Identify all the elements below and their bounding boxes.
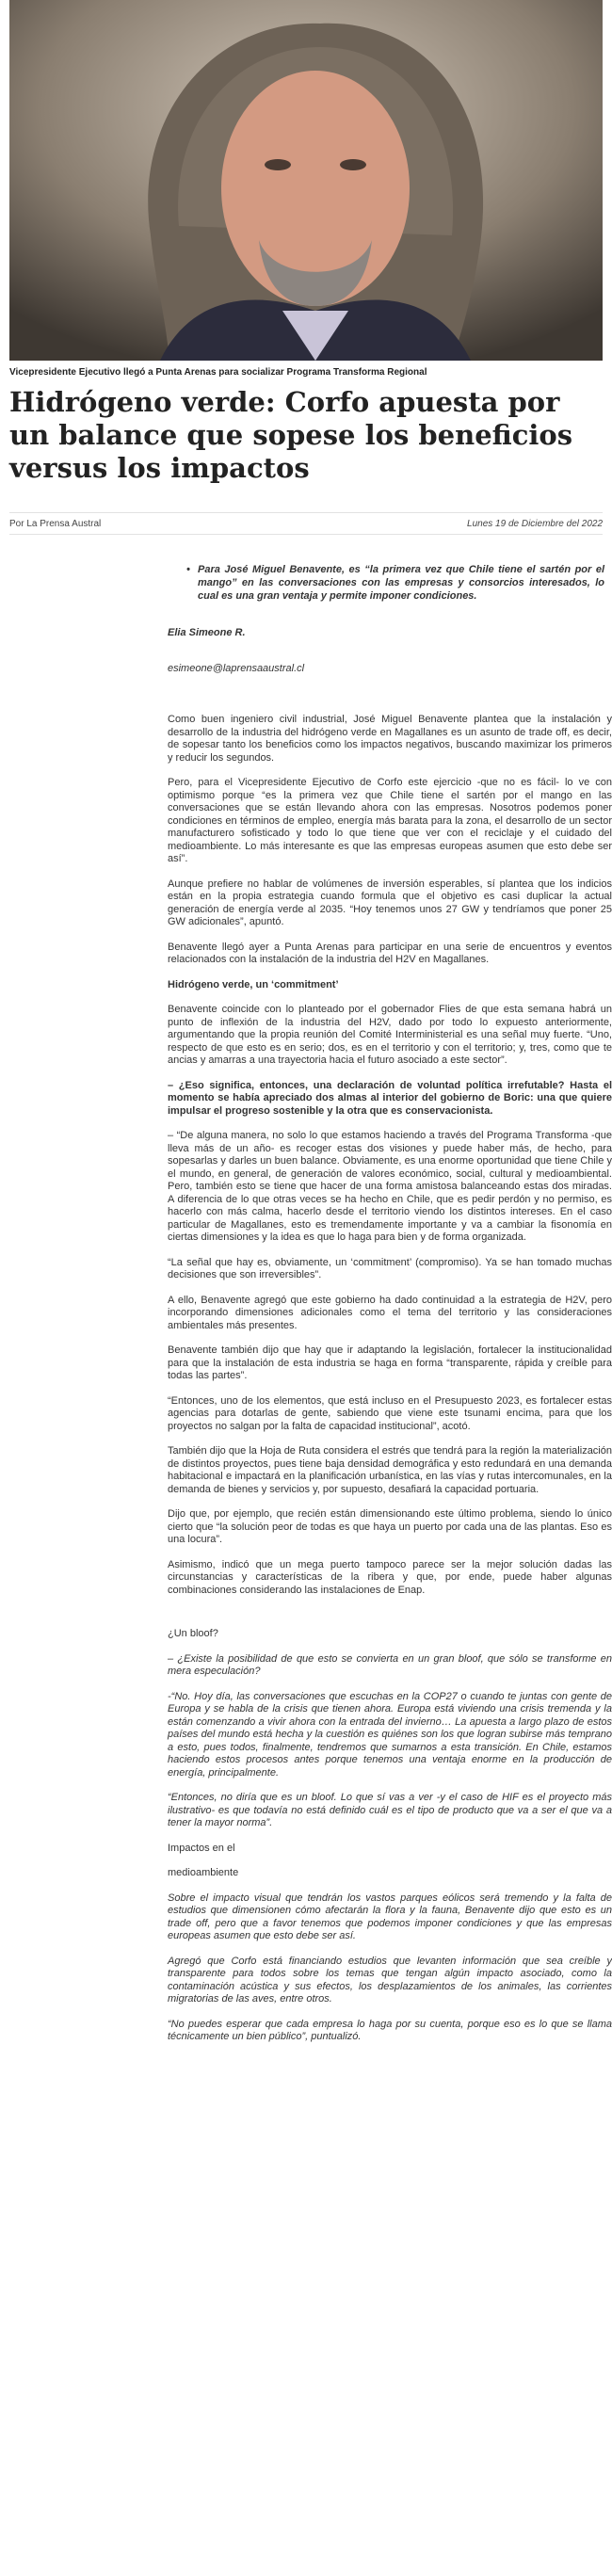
pull-quote — [186, 563, 604, 603]
pull-quote-text: Para José Miguel Benavente, es “la primera vez que Chile tiene el sartén por el mango” en las conversaciones con las empresas y consorcios interesados, lo cual es una gran ventaja y permite imponer condiciones. — [198, 564, 604, 602]
article-body — [168, 714, 612, 2056]
byline: Por La Prensa Austral — [9, 518, 102, 529]
paragraph: Benavente coincide con lo planteado por el gobernador Flies de que esta semana habrá un punto de inflexión de la industria del H2V, dado por todo lo expuesto anteriormente, argumentando que la propia reunión del Comité Interministerial es una señal muy fuerte. “Uno, respecto de que esto es en serio; dos, es en el territorio y con el territorio; y, tres, como que te ancias y amarras a una trayectoria hacia el futuro asociado a este sector”. — [168, 1004, 612, 1066]
paragraph: “No puedes esperar que cada empresa lo haga por su cuenta, porque eso es lo que se llama técnicamente un bien público”, puntualizó. — [168, 2018, 612, 2042]
publish-date: Lunes 19 de Diciembre del 2022 — [467, 518, 603, 529]
article-photo — [9, 0, 603, 361]
paragraph: Como buen ingeniero civil industrial, José Miguel Benavente plantea que la instalación y desarrollo de la industria del hidrógeno verde en Magallanes es un asunto de trade off, es decir, de sopesar tanto los beneficios como los impactos negativos, buscando maximizar los primeros y reducir los segundos. — [168, 714, 612, 764]
paragraph: Benavente también dijo que hay que ir adaptando la legislación, fortalecer la institucionalidad para que la instalación de esta industria se haga en forma “transparente, rápida y creíble para todas las partes”. — [168, 1344, 612, 1381]
paragraph: Benavente llegó ayer a Punta Arenas para participar en una serie de encuentros y eventos relacionados con la instalación de la industria del H2V en Magallanes. — [168, 941, 612, 965]
paragraph: También dijo que la Hoja de Ruta considera el estrés que tendrá para la región la materialización de distintos proyectos, pues tiene baja densidad demográfica y esto redundará en una demanda habitacional e impactará en la planificación urbanística, en las vías y rutas intercomunales, en la demanda de bienes y servicios y, por supuesto, desafiará la capacidad portuaria. — [168, 1445, 612, 1495]
article-headline: Hidrógeno verde: Corfo apuesta por un balance que sopese los beneficios versus los impactos — [9, 386, 573, 484]
paragraph: -“No. Hoy día, las conversaciones que escuchas en la COP27 o cuando te juntas con gente de Europa y se habla de la crisis que tienen ahora. Europa está viviendo una crisis tremenda y la están comenzando a vivir ahora con la entrada del invierno… La apuesta a largo plazo de estos países del mundo está hecha y la cuestión es quiénes son los que logran subirse más temprano a esto, pues todos, finalmente, tendremos que sumarnos a esta transición. En Chile, estamos haciendo estos procesos antes porque tenemos una ventaja enorme en la producción de energía, principalmente. — [168, 1690, 612, 1779]
paragraph: Asimismo, indicó que un mega puerto tampoco parece ser la mejor solución dadas las circunstancias y características de la ribera y que, por ende, puede haber algunas combinaciones considerando las instalaciones de Enap. — [168, 1558, 612, 1596]
section-heading: – ¿Eso significa, entonces, una declaración de voluntad política irrefutable? Hasta el momento se había apreciado dos almas al interior del gobierno de Boric: una que quiere impulsar el progreso sostenible y la otra que es conservacionista. — [168, 1079, 612, 1117]
bullet-icon: • — [186, 564, 190, 575]
photo-caption: Vicepresidente Ejecutivo llegó a Punta Arenas para socializar Programa Transforma Regional — [9, 367, 427, 378]
article-meta-bar — [9, 512, 603, 535]
paragraph: medioambiente — [168, 1867, 239, 1878]
portrait-illustration — [9, 0, 603, 361]
paragraph: Pero, para el Vicepresidente Ejecutivo de Corfo este ejercicio -que no es fácil- lo ve con optimismo porque “es la primera vez que Chile tiene el sartén por el mango en las conversaciones que se están llevando ahora con las empresas. Nosotros podemos poner condiciones en términos de empleo, energía más barata para la zona, el desarrollo de un sector manufacturero sofisticado y todo lo que tiene que ver con el reciclaje y el cuidado del medioambiente. Lo más interesante es que las empresas europeas asumen que esto debe ser así”. — [168, 777, 612, 864]
paragraph-spacer — [168, 1609, 612, 1628]
paragraph: “La señal que hay es, obviamente, un ‘commitment’ (compromiso). Ya se han tomado muchas decisiones que son irreversibles”. — [168, 1256, 612, 1280]
author-email: esimeone@laprensaaustral.cl — [168, 663, 305, 674]
paragraph: ¿Un bloof? — [168, 1628, 218, 1639]
paragraph: Dijo que, por ejemplo, que recién están dimensionando este último problema, siendo lo único cierto que “la solución peor de todas es que haya un puerto por cada una de las plantas. Eso es una locura”. — [168, 1508, 612, 1545]
paragraph: Sobre el impacto visual que tendrán los vastos parques eólicos será tremendo y la falta de estudios que dimensionen cómo afectarán la flora y la fauna, Benavente dijo que esto es un trade off, pero que a favor tenemos que podemos imponer condiciones y que las empresas europeas asumen que esto debe ser así. — [168, 1892, 612, 1941]
paragraph: – “De alguna manera, no solo lo que estamos haciendo a través del Programa Transforma -que lleva más de un año- es recoger estas dos visiones y puede haber más, de hecho, para sopesarlas y darles un buen balance. Obviamente, es una enorme oportunidad que tiene Chile y el mundo, en general, de generación de valores económico, social, cultural y medioambiental. Pero, también esto se tiene que hacer de una forma amistosa balanceando estas dos miradas. A diferencia de lo que otras veces se ha hecho en Chile, que es pedir perdón y no permiso, es hacerlo con más calma, hacerlo desde el territorio viendo los distintos intereses. En el caso particular de Magallanes, esto es tremendamente importante y va a cambiar la fisonomía en ciertas dimensiones y la idea es que lo haga para bien y de forma organizada. — [168, 1130, 612, 1243]
paragraph: – ¿Existe la posibilidad de que esto se convierta en un gran bloof, que sólo se transforme en mera especulación? — [168, 1652, 612, 1677]
section-heading: Hidrógeno verde, un ‘commitment’ — [168, 978, 339, 990]
author-name: Elia Simeone R. — [168, 627, 246, 638]
paragraph: Impactos en el — [168, 1842, 235, 1854]
paragraph: Agregó que Corfo está financiando estudios que levanten información que sea creíble y transparente para todos sobre los temas que tengan algún impacto asociado, como la contaminación acústica y sus efectos, los desplazamientos de los animales, las corrientes migratorias de las aves, entre otros. — [168, 1955, 612, 2004]
article-intro — [168, 563, 612, 674]
paragraph: A ello, Benavente agregó que este gobierno ha dado continuidad a la estrategia de H2V, pero incorporando dimensiones adicionales como el tema del territorio y las consideraciones ambientales más presentes. — [168, 1294, 612, 1331]
paragraph: “Entonces, no diría que es un bloof. Lo que sí vas a ver -y el caso de HIF es el proyecto más ilustrativo- es que todavía no está definido cuál es el tipo de producto que va a ser el que va a tener la mayor norma”. — [168, 1792, 612, 1828]
paragraph: “Entonces, uno de los elementos, que está incluso en el Presupuesto 2023, es fortalecer estas agencias para dotarlas de gente, sabiendo que viene este tsunami encima, para que los proyectos no salgan por la falta de capacidad institucional”, acotó. — [168, 1394, 612, 1432]
paragraph: Aunque prefiere no hablar de volúmenes de inversión esperables, sí plantea que los indicios están en la propia estrategia cuando formula que el objetivo es casi duplicar la actual generación de energía verde al 2035. “Hoy tenemos unos 27 GW y tendríamos que poner 25 GW adicionales”, apuntó. — [168, 877, 612, 927]
